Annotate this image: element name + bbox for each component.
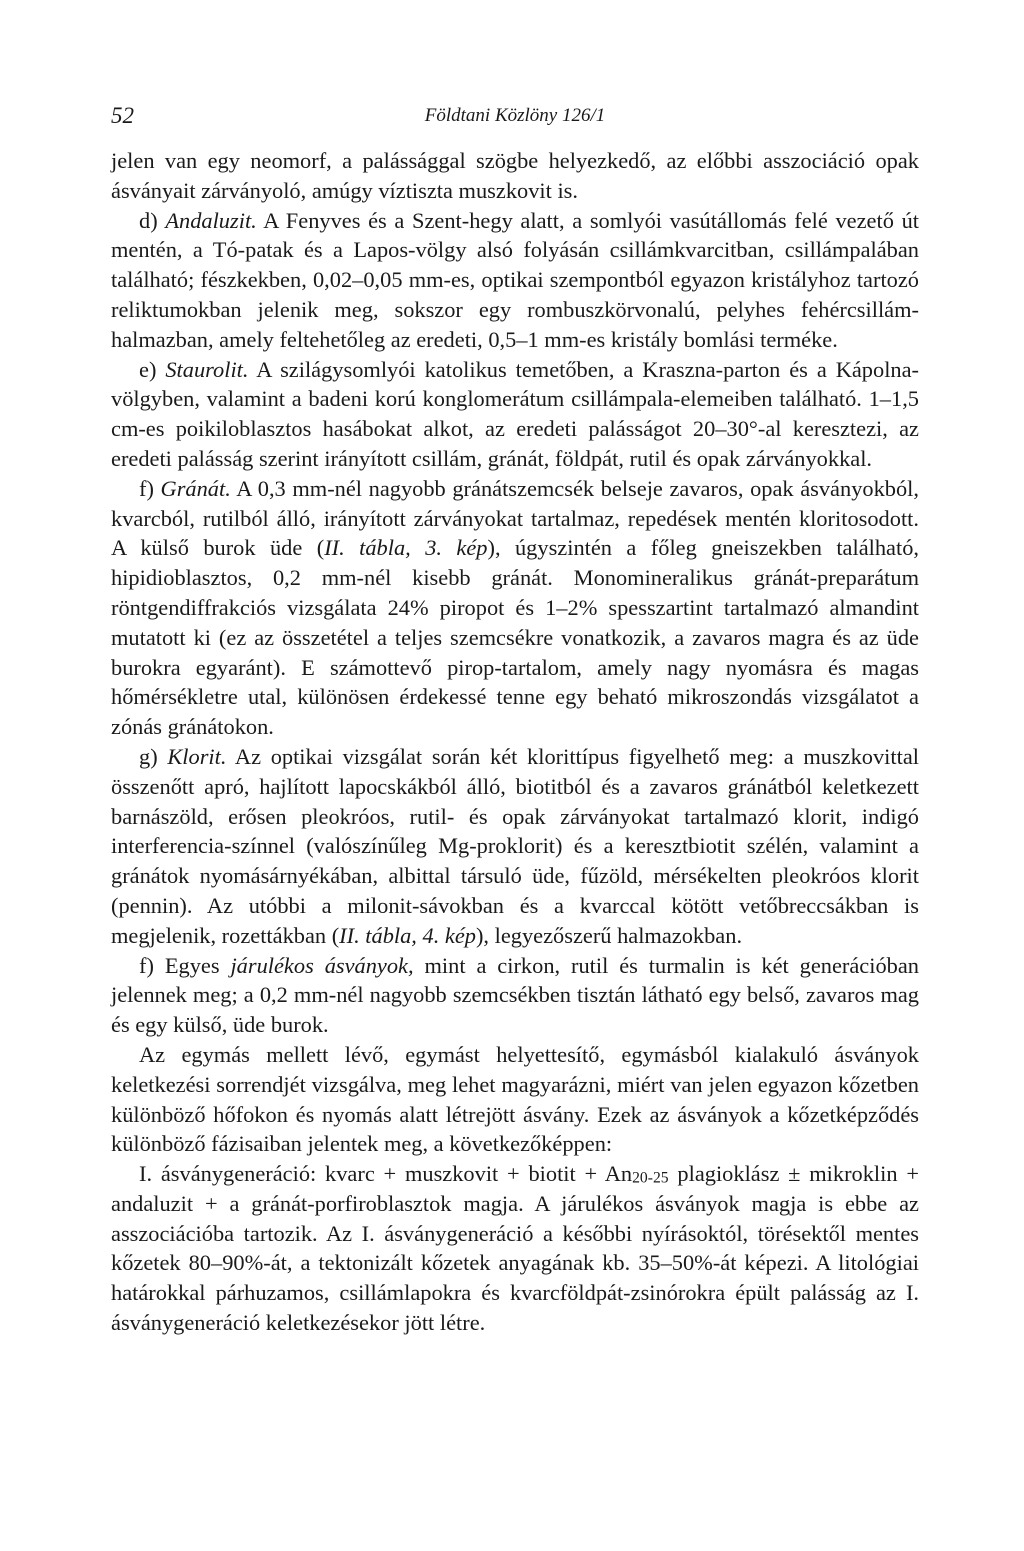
- subscript-value: 20-25: [632, 1169, 669, 1187]
- journal-title: Földtani Közlöny 126/1: [424, 105, 606, 126]
- paragraph-text: A 0,3 mm-nél nagyobb gránátszemcsék belseje zavaros, opak ásványokból, kvarcból, rutilból álló, irányított zárványokat tartalmaz, repedések mentén kloritosodott. A külső burok üde (: [111, 475, 919, 561]
- paragraph-text: A Fenyves és a Szent-hegy alatt, a somlyói vasútállomás felé vezető út mentén, a Tó-patak és a Lapos-völgy alsó folyásán csillámkvarcitban, csillámpalában található; fészkekben, 0,02–0,05 mm-es, optikai szempontból egyazon kristályhoz tartozó reliktumokban jelenik meg, sokszor egy rombuszkörvonalú, pelyhes fehércsillám-halmazban, amely feltehetőleg az eredeti, 0,5–1 mm-es kristály bomlási terméke.: [111, 207, 919, 352]
- paragraph-text: Egyes: [164, 952, 231, 978]
- paragraph-text: I. ásványgeneráció: kvarc + muszkovit + biotit + An: [139, 1161, 633, 1187]
- section-label: g): [139, 743, 168, 769]
- paragraph-granat: [111, 474, 919, 742]
- plate-reference: II. tábla, 4. kép: [339, 922, 476, 948]
- paragraph-text: mint a cirkon, rutil és turmalin is két generációban jelennek meg; a 0,2 mm-nél nagyobb szemcsékben tisztán látható egy belső, zavaros mag és egy külső, üde burok.: [111, 952, 919, 1038]
- paragraph-text: jelen van egy neomorf, a palássággal szögbe helyezkedő, az előbbi asszociáció opak ásványait zárványoló, amúgy víztiszta muszkovit is.: [111, 148, 919, 203]
- paragraph-text: Az egymás mellett lévő, egymást helyettesítő, egymásból kialakuló ásványok keletkezési sorrendjét vizsgálva, meg lehet magyarázni, miért van jelen egyazon kőzetben különböző hőfokon és nyomás alatt létrejött ásvány. Ezek az ásványok a kőzetképződés különböző fázisaiban jelentek meg, a következőképpen:: [111, 1041, 919, 1157]
- mineral-term: járulékos ásványok,: [230, 952, 414, 978]
- article-body: [111, 146, 919, 1338]
- paragraph-text: ), úgyszintén a főleg gneiszekben található, hipidioblasztos, 0,2 mm-nél kisebb gránát. Monomineralikus gránát-preparátum röntgendiffrakciós vizsgálata 24% piropot és 1–2% spesszartint tartalmazó almandint mutatott ki (ez az összetétel a teljes szemcsékre vonatkozik, a zavaros magra és az üde burokra egyaránt). E számottevő pirop-tartalom, amely nagy nyomásra és magas hőmérsékletre utal, különösen érdekessé tenne egy beható mikroszondás vizsgálatot a zónás gránátokon.: [111, 535, 920, 740]
- paragraph-text: ), legyezőszerű halmazokban.: [475, 922, 743, 948]
- paragraph-text: A szilágysomlyói katolikus temetőben, a Kraszna-parton és a Kápolna-völgyben, valamint a badeni korú konglomerátum csillámpala-elemeiben található. 1–1,5 cm-es poikiloblasztos hasábokat alkot, az eredeti palásságot 20–30°-al keresztezi, az eredeti palásság szerint irányított csillám, gránát, földpát, rutil és opak zárványokkal.: [111, 356, 920, 471]
- section-label: e): [139, 356, 166, 382]
- mineral-term: Andaluzit.: [165, 207, 257, 233]
- plate-reference: II. tábla, 3. kép: [324, 535, 488, 561]
- mineral-term: Staurolit.: [165, 356, 249, 382]
- section-label: f): [139, 952, 165, 978]
- paragraph-generation-intro: [111, 1040, 919, 1159]
- section-label: f): [139, 475, 161, 501]
- page-number: 52: [111, 103, 134, 128]
- paragraph-accessory-minerals: [111, 951, 919, 1040]
- mineral-term: Klorit.: [167, 743, 227, 769]
- page-header: [111, 103, 919, 133]
- paragraph-generation-one: [111, 1159, 919, 1338]
- paragraph-andaluzit: [111, 206, 919, 355]
- paragraph-staurolit: [111, 355, 919, 474]
- paragraph-continuation: [111, 146, 919, 206]
- paragraph-text: Az optikai vizsgálat során két klorittípus figyelhető meg: a muszkovittal összenőtt apró, hajlított lapocskákból álló, biotitból és a zavaros gránátból keletkezett barnászöld, erősen pleokróos, rutil- és opak zárványokat tartalmazó klorit, indigó interferencia-színnel (valószínűleg Mg-proklorit) és a keresztbiotit szélén, valamint a gránátok nyomásárnyékában, albittal társuló üde, fűzöld, mérsékelten pleokróos klorit (pennin). Az utóbbi a milonit-sávokban és a kvarccal kötött vetőbreccsákban is megjelenik, rozettákban (: [111, 743, 919, 948]
- paragraph-klorit: [111, 742, 919, 951]
- paragraph-text: plagioklász ± mikroklin + andaluzit + a gránát-porfiroblasztok magja. A járulékos ásványok magja is ebbe az asszociációba tartozik. Az I. ásványgeneráció a későbbi nyírásoktól, törésektől mentes kőzetek 80–90%-át, a tektonizált kőzetek anyagának kb. 35–50%-át képezi. A litológiai határokkal párhuzamos, csillámlapokra és kvarcföldpát-zsinórokra épült palásság az I. ásványgeneráció keletkezésekor jött létre.: [111, 1161, 919, 1336]
- mineral-term: Gránát.: [160, 475, 231, 501]
- section-label: d): [139, 207, 166, 233]
